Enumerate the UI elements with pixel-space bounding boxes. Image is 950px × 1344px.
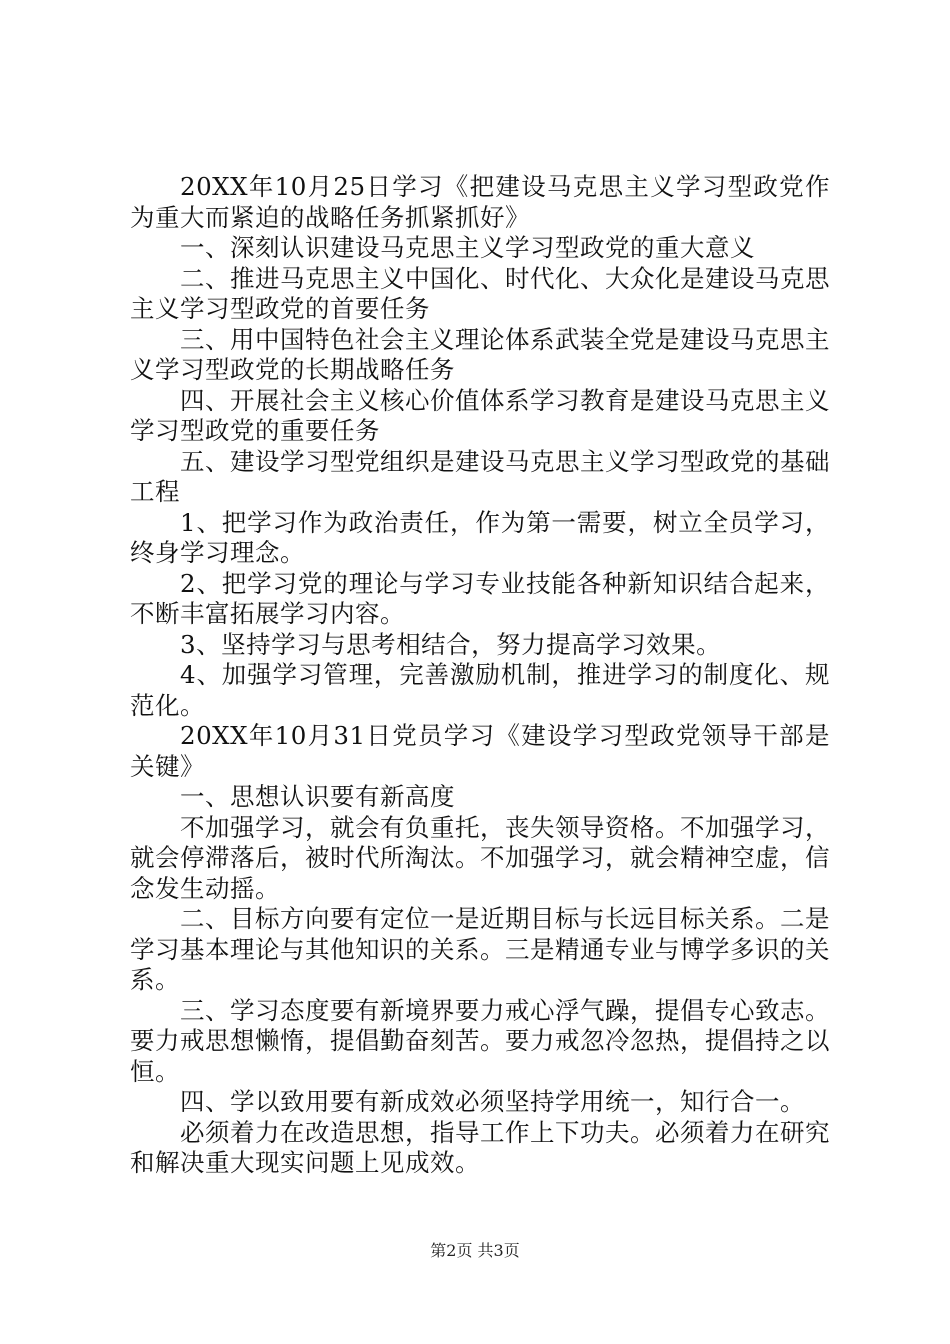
paragraph: 2、把学习党的理论与学习专业技能各种新知识结合起来，不断丰富拓展学习内容。	[130, 568, 830, 628]
paragraph: 四、开展社会主义核心价值体系学习教育是建设马克思主义学习型政党的重要任务	[130, 385, 830, 445]
paragraph: 二、推进马克思主义中国化、时代化、大众化是建设马克思主义学习型政党的首要任务	[130, 263, 830, 323]
paragraph: 三、学习态度要有新境界要力戒心浮气躁，提倡专心致志。要力戒思想懒惰，提倡勤奋刻苦。要力戒忽冷忽热，提倡持之以恒。	[130, 995, 830, 1086]
paragraph: 一、思想认识要有新高度	[180, 782, 455, 811]
paragraph: 1、把学习作为政治责任，作为第一需要，树立全员学习，终身学习理念。	[130, 507, 830, 567]
paragraph: 3、坚持学习与思考相结合，努力提高学习效果。	[180, 629, 722, 659]
page-number-footer: 第2页 共3页	[430, 1241, 520, 1260]
paragraph: 不加强学习，就会有负重托，丧失领导资格。不加强学习，就会停滞落后，被时代所淘汰。不加强学习，就会精神空虚，信念发生动摇。	[130, 812, 830, 903]
paragraph-heading-2: 20XX年10月31日党员学习《建设学习型政党领导干部是关键》	[130, 721, 830, 781]
paragraph: 四、学以致用要有新成效必须坚持学用统一，知行合一。	[180, 1087, 805, 1116]
paragraph: 五、建设学习型党组织是建设马克思主义学习型政党的基础工程	[130, 446, 830, 506]
paragraph: 一、深刻认识建设马克思主义学习型政党的重大意义	[180, 233, 755, 262]
paragraph: 三、用中国特色社会主义理论体系武装全党是建设马克思主义学习型政党的长期战略任务	[130, 324, 830, 384]
paragraph: 4、加强学习管理，完善激励机制，推进学习的制度化、规范化。	[130, 660, 830, 720]
paragraph: 二、目标方向要有定位一是近期目标与长远目标关系。二是学习基本理论与其他知识的关系。三是精通专业与博学多识的关系。	[130, 904, 830, 994]
paragraph-heading-1: 20XX年10月25日学习《把建设马克思主义学习型政党作为重大而紧迫的战略任务抓紧抓好》	[130, 172, 830, 232]
document-body	[130, 172, 830, 1179]
paragraph: 必须着力在改造思想，指导工作上下功夫。必须着力在研究和解决重大现实问题上见成效。	[130, 1117, 830, 1177]
